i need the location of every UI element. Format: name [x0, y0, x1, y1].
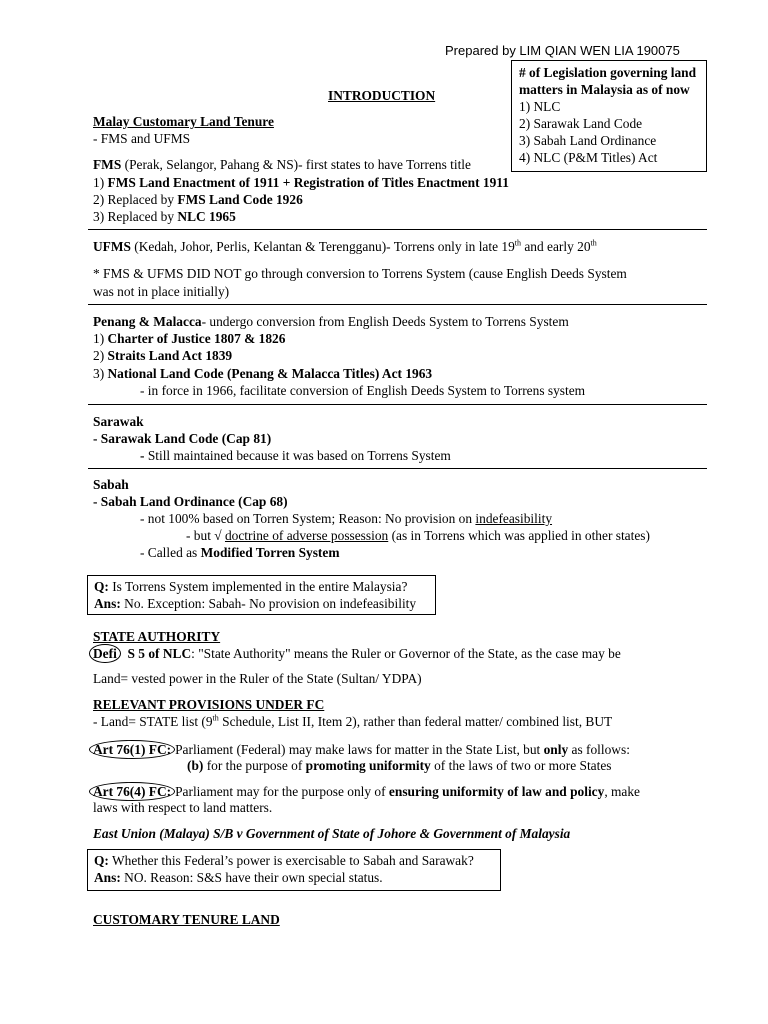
section-heading-customary-tenure: CUSTOMARY TENURE LAND [93, 912, 280, 927]
penang-item-1: 1) Charter of Justice 1807 & 1826 [93, 331, 286, 346]
sabah-heading: Sabah [93, 477, 129, 492]
fms-item-2: 2) Replaced by FMS Land Code 1926 [93, 192, 303, 207]
legislation-box-title: # of Legislation governing land [519, 65, 697, 80]
sarawak-heading: Sarawak [93, 414, 144, 429]
fms-item-3: 3) Replaced by NLC 1965 [93, 209, 236, 224]
art-76-4-line: Art 76(4) FC: Parliament may for the purpose only of ensuring uniformity of law and policy, make [93, 782, 640, 801]
penang-item-3: 3) National Land Code (Penang & Malacca Titles) Act 1963 [93, 366, 433, 381]
question: Q: Is Torrens System implemented in the entire Malaysia? [94, 579, 408, 594]
art-76-1-b-line: (b) for the purpose of promoting uniformity of the laws of two or more States [187, 758, 612, 773]
qa-box-federal-power [87, 849, 501, 891]
page-title: INTRODUCTION [328, 88, 436, 103]
prepared-by: Prepared by LIM QIAN WEN LIA 190075 [445, 43, 680, 58]
legislation-box: # of Legislation governing land matters in Malaysia as of now 1) NLC 2) Sarawak Land Code 3) Sabah Land Ordinance 4) NLC (P&M Titles) Act [511, 60, 707, 172]
case-citation: East Union (Malaya) S/B v Government of State of Johore & Government of Malaysia [93, 826, 571, 841]
section-heading-malay-customary: Malay Customary Land Tenure [93, 114, 274, 129]
sarawak-code: - Sarawak Land Code (Cap 81) [93, 431, 272, 446]
art-76-1-badge: Art 76(1) FC: [89, 740, 175, 759]
question: Q: Whether this Federal’s power is exercisable to Sabah and Sarawak? [94, 853, 474, 868]
sabah-line-1: - not 100% based on Torren System; Reason: No provision on indefeasibility [140, 511, 553, 526]
answer: Ans: No. Exception: Sabah- No provision on indefeasibility [94, 596, 417, 611]
fms-line: FMS (Perak, Selangor, Pahang & NS)- first states to have Torrens title [93, 157, 471, 172]
divider [88, 229, 707, 230]
state-authority-definition: Defi S 5 of NLC: "State Authority" means the Ruler or Governor of the State, as the case may be [93, 644, 621, 663]
ufms-note-line2: was not in place initially) [93, 284, 230, 299]
penang-item-2: 2) Straits Land Act 1839 [93, 348, 233, 363]
legislation-item: 1) NLC [519, 99, 561, 114]
defi-badge: Defi [89, 644, 121, 663]
penang-item-3-note: - in force in 1966, facilitate conversion of English Deeds System to Torrens system [140, 383, 586, 398]
section-heading-fc: RELEVANT PROVISIONS UNDER FC [93, 697, 325, 712]
sabah-code: - Sabah Land Ordinance (Cap 68) [93, 494, 288, 509]
qa-box-torrens [87, 575, 436, 615]
ufms-line: UFMS (Kedah, Johor, Perlis, Kelantan & Terengganu)- Torrens only in late 19th and early 20th [93, 238, 597, 254]
divider [88, 404, 707, 405]
divider [88, 304, 707, 305]
art-76-4-line2: laws with respect to land matters. [93, 800, 273, 815]
sabah-line-3: - Called as Modified Torren System [140, 545, 340, 560]
intro-subline: - FMS and UFMS [93, 131, 191, 146]
legislation-item: 3) Sabah Land Ordinance [519, 133, 657, 148]
fms-item-1: 1) FMS Land Enactment of 1911 + Registration of Titles Enactment 1911 [93, 175, 509, 190]
art-76-1-line: Art 76(1) FC: Parliament (Federal) may make laws for matter in the State List, but only as follows: [93, 740, 630, 759]
legislation-item: 4) NLC (P&M Titles) Act [519, 150, 658, 165]
ufms-note-line1: * FMS & UFMS DID NOT go through conversion to Torrens System (cause English Deeds System [93, 266, 627, 281]
fc-state-list-line: - Land= STATE list (9th Schedule, List II, Item 2), rather than federal matter/ combined list, BUT [93, 713, 613, 729]
art-76-4-badge: Art 76(4) FC: [89, 782, 175, 801]
penang-line: Penang & Malacca- undergo conversion from English Deeds System to Torrens System [93, 314, 569, 329]
sarawak-note: - Still maintained because it was based on Torrens System [140, 448, 451, 463]
sabah-line-2: - but √ doctrine of adverse possession (as in Torrens which was applied in other states) [186, 528, 650, 543]
answer: Ans: NO. Reason: S&S have their own special status. [94, 870, 383, 885]
legislation-item: 2) Sarawak Land Code [519, 116, 643, 131]
divider [88, 468, 707, 469]
land-vested-line: Land= vested power in the Ruler of the State (Sultan/ YDPA) [93, 671, 422, 686]
section-heading-state-authority: STATE AUTHORITY [93, 629, 221, 644]
